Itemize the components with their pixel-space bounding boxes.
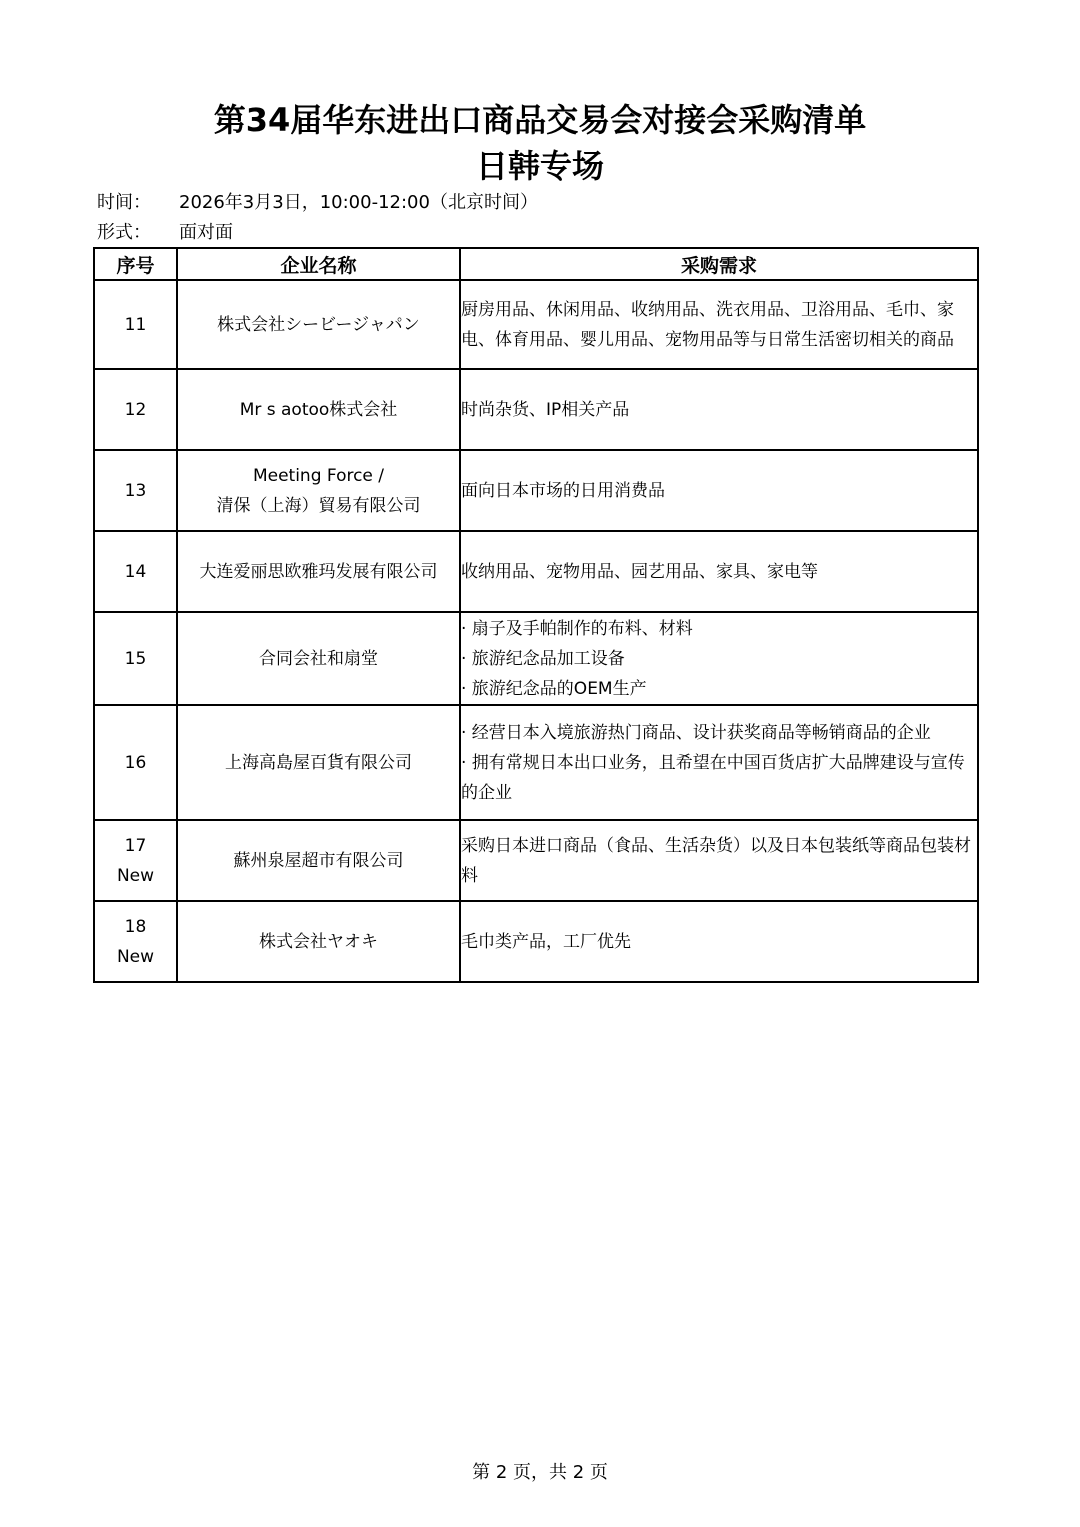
row-seq — [94, 450, 177, 531]
row-company — [177, 369, 460, 450]
row-requirements — [460, 705, 978, 820]
requirement-bullet: · 经营日本入境旅游热门商品、设计获奖商品等畅销商品的企业 — [461, 722, 931, 743]
table-row — [94, 369, 978, 450]
table-row — [94, 280, 978, 369]
table-row — [94, 901, 978, 982]
seq-number: 18 — [124, 916, 147, 937]
document-subtitle: 日韩专场 — [475, 147, 604, 185]
document-title: 第34届华东进出口商品交易会对接会采购清单 — [213, 101, 867, 139]
seq-number: 12 — [124, 399, 147, 420]
requirement-bullet: · 扇子及手帕制作的布料、材料 — [461, 618, 693, 639]
seq-number: 14 — [124, 561, 147, 582]
row-requirements — [460, 280, 978, 369]
meta-format — [97, 220, 233, 246]
requirement-bullet: · 拥有常规日本出口业务，且希望在中国百货店扩大品牌建设与宣传的企业 — [461, 752, 965, 803]
new-tag: New — [116, 865, 155, 886]
row-seq — [94, 820, 177, 901]
row-seq — [94, 612, 177, 705]
procurement-table — [93, 247, 979, 983]
meta-time — [97, 190, 538, 216]
company-name: 大连爱丽思欧雅玛发展有限公司 — [199, 561, 438, 582]
row-company — [177, 901, 460, 982]
row-company — [177, 531, 460, 612]
new-tag: New — [116, 946, 155, 967]
seq-number: 15 — [124, 648, 147, 669]
header-requirements: 采购需求 — [460, 248, 978, 280]
requirement-bullet: · 旅游纪念品加工设备 — [461, 648, 625, 669]
meta-format-label: 形式： — [97, 222, 151, 243]
header-company: 企业名称 — [177, 248, 460, 280]
company-name: 合同会社和扇堂 — [259, 648, 378, 669]
company-name: 株式会社ヤオキ — [259, 931, 378, 952]
company-name: 株式会社シービージャパン — [217, 314, 420, 335]
table-row — [94, 612, 978, 705]
row-company — [177, 705, 460, 820]
row-requirements — [460, 612, 978, 705]
requirement-text: 毛巾类产品，工厂优先 — [461, 931, 631, 952]
requirement-bullet: · 旅游纪念品的OEM生产 — [461, 678, 647, 699]
requirement-text: 收纳用品、宠物用品、园艺用品、家具、家电等 — [461, 561, 818, 582]
row-requirements — [460, 820, 978, 901]
page-number: 第 2 页，共 2 页 — [472, 1462, 608, 1483]
company-name-line: Meeting Force / — [252, 465, 385, 486]
table-row — [94, 450, 978, 531]
company-name-line: 清保（上海）貿易有限公司 — [216, 495, 421, 516]
row-company — [177, 450, 460, 531]
row-seq — [94, 901, 177, 982]
header-seq: 序号 — [94, 248, 177, 280]
meta-time-label: 时间： — [97, 192, 151, 213]
table-row — [94, 705, 978, 820]
seq-number: 11 — [124, 314, 147, 335]
row-seq — [94, 280, 177, 369]
meta-time-value: 2026年3月3日，10:00-12:00（北京时间） — [179, 192, 538, 213]
seq-number: 17 — [124, 835, 147, 856]
row-requirements — [460, 901, 978, 982]
row-company — [177, 612, 460, 705]
row-requirements — [460, 369, 978, 450]
company-name: 蘇州泉屋超市有限公司 — [233, 850, 404, 871]
table-header-row — [94, 248, 978, 280]
row-seq — [94, 369, 177, 450]
row-company — [177, 280, 460, 369]
table-row — [94, 820, 978, 901]
seq-number: 13 — [124, 480, 147, 501]
requirement-text: 面向日本市场的日用消费品 — [461, 480, 665, 501]
requirement-text: 时尚杂货、IP相关产品 — [461, 399, 630, 420]
meta-format-value: 面对面 — [179, 222, 233, 243]
row-requirements — [460, 531, 978, 612]
row-requirements — [460, 450, 978, 531]
row-seq — [94, 705, 177, 820]
seq-number: 16 — [124, 752, 147, 773]
row-seq — [94, 531, 177, 612]
company-name: Mr s aotoo株式会社 — [239, 399, 398, 420]
table-row — [94, 531, 978, 612]
requirement-text: 厨房用品、休闲用品、收纳用品、洗衣用品、卫浴用品、毛巾、家电、体育用品、婴儿用品、宠物用品等与日常生活密切相关的商品 — [461, 299, 954, 350]
row-company — [177, 820, 460, 901]
company-name: 上海高島屋百貨有限公司 — [225, 752, 412, 773]
requirement-text: 采购日本进口商品（食品、生活杂货）以及日本包装纸等商品包装材料 — [461, 835, 971, 886]
